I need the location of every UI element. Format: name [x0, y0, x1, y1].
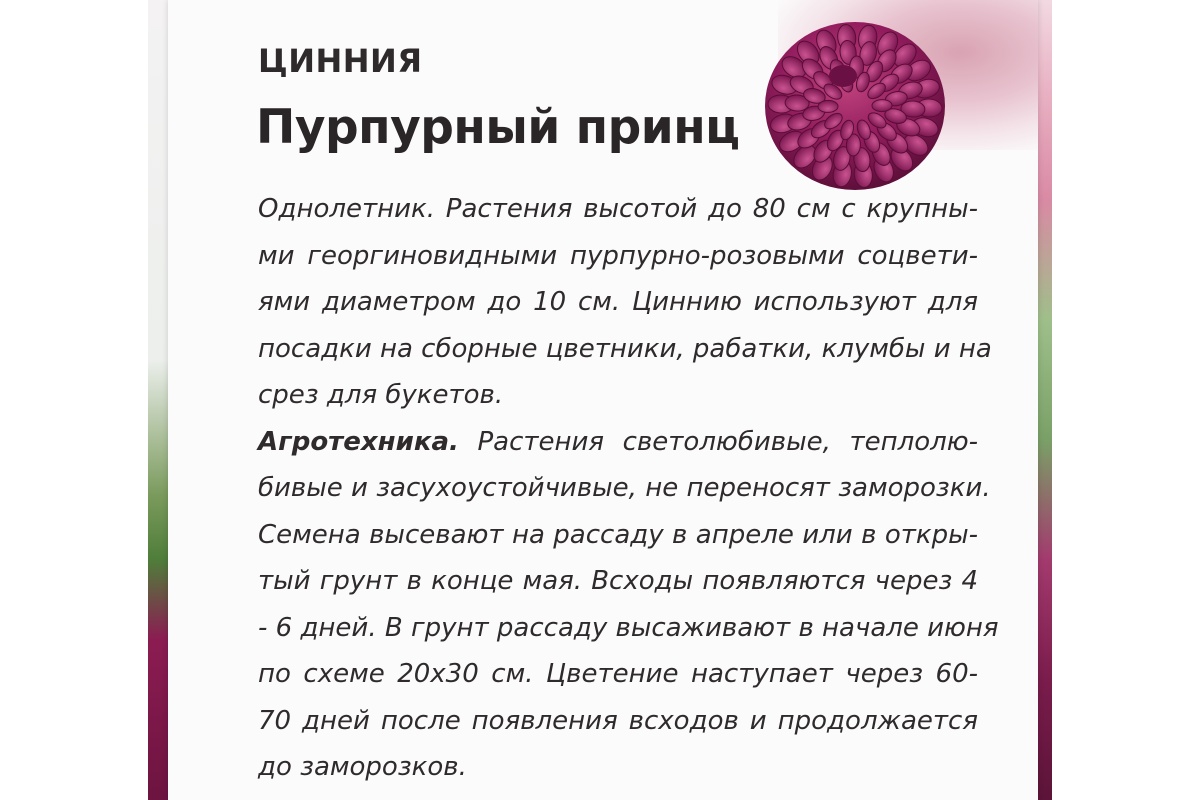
zinnia-flower-icon	[763, 18, 948, 193]
variety-title: Пурпурный принц	[256, 100, 740, 155]
agro-line: 70 дней после появления всходов и продолжается	[258, 705, 978, 736]
description-line: посадки на сборные цветники, рабатки, клумбы и на	[258, 333, 992, 364]
description	[258, 186, 999, 791]
agro-line: Семена высевают на рассаду в апреле или в откры-	[258, 519, 978, 550]
agro-label: Агротехника.	[258, 426, 459, 457]
description-line: Однолетник. Растения высотой до 80 см с крупны-	[258, 194, 978, 224]
description-line: ями диаметром до 10 см. Циннию используют для	[258, 287, 978, 317]
description-line: срез для букетов.	[258, 380, 504, 410]
seed-packet-back	[168, 0, 1038, 800]
agro-line: до заморозков.	[258, 752, 467, 782]
agro-line: бивые и засухоустойчивые, не переносят заморозки.	[258, 473, 991, 503]
species-title: ЦИННИЯ	[258, 42, 423, 80]
agro-line: тый грунт в конце мая. Всходы появляются через 4	[258, 566, 978, 596]
agro-first-line-text: Растения светолюбивые, теплолю-	[458, 426, 978, 457]
agro-line: - 6 дней. В грунт рассаду высаживают в начале июня	[258, 612, 999, 643]
agro-first-line	[258, 419, 978, 466]
agro-line: по схеме 20х30 см. Цветение наступает через 60-	[258, 659, 978, 689]
description-line: ми георгиновидными пурпурно-розовыми соцвети-	[258, 240, 978, 271]
